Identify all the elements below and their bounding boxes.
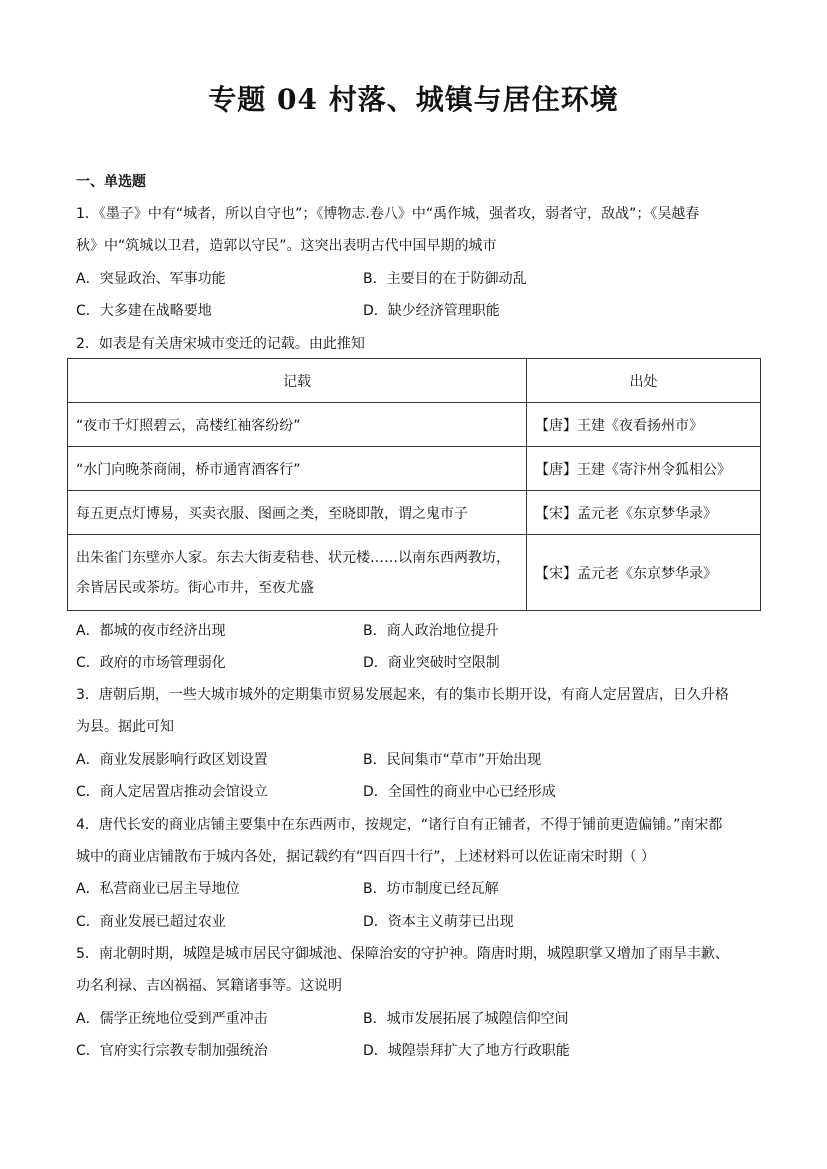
question-3-option-b[interactable]: B．民间集市“草市”开始出现 xyxy=(363,752,542,768)
table-cell-record xyxy=(68,535,527,611)
question-1-stem-line-1: 1．《墨子》中有“城者，所以自守也”；《博物志.卷八》中“禹作城，强者攻，弱者守，敌战”；《吴越春 xyxy=(76,206,700,222)
table-row xyxy=(68,491,761,535)
question-4-option-c[interactable]: C．商业发展已超过农业 xyxy=(76,914,226,930)
table-cell-source: 【宋】孟元老《东京梦华录》 xyxy=(527,491,761,535)
table-cell-source: 【唐】王建《夜看扬州市》 xyxy=(527,403,761,447)
question-1-option-a[interactable]: A．突显政治、军事功能 xyxy=(76,271,226,287)
table-cell-source: 【宋】孟元老《东京梦华录》 xyxy=(527,535,761,611)
question-2-stem: 2．如表是有关唐宋城市变迁的记载。由此推知 xyxy=(76,336,365,352)
question-5-option-b[interactable]: B．城市发展拓展了城隍信仰空间 xyxy=(363,1011,569,1027)
table-cell-record: 每五更点灯博易，买卖衣服、图画之类，至晓即散，谓之鬼市子 xyxy=(68,491,527,535)
records-table xyxy=(67,358,761,611)
question-3-stem-line-2: 为县。据此可知 xyxy=(76,719,174,735)
table-cell-record-line-2: 余皆居民或茶坊。街心市井，至夜尤盛 xyxy=(76,579,314,596)
question-2-option-b[interactable]: B．商人政治地位提升 xyxy=(363,623,499,639)
question-4-option-b[interactable]: B．坊市制度已经瓦解 xyxy=(363,881,499,897)
question-2-option-a[interactable]: A．都城的夜市经济出现 xyxy=(76,623,226,639)
table-cell-record-line-1: 出朱雀门东壁亦人家。东去大街麦秸巷、状元楼……以南东西两教坊， xyxy=(76,549,510,566)
question-4-option-d[interactable]: D．资本主义萌芽已出现 xyxy=(363,914,514,930)
table-cell-record: “水门向晚茶商闹，桥市通宵酒客行” xyxy=(68,447,527,491)
question-5-stem-line-2: 功名利禄、吉凶祸福、冥籍诸事等。这说明 xyxy=(76,978,342,994)
table-row xyxy=(68,447,761,491)
question-3-option-d[interactable]: D．全国性的商业中心已经形成 xyxy=(363,784,556,800)
table-row xyxy=(68,403,761,447)
table-row xyxy=(68,535,761,611)
question-4-stem-line-1: 4．唐代长安的商业店铺主要集中在东西两市，按规定，“诸行自有正铺者，不得于铺前更造偏铺。”南宋都 xyxy=(76,817,723,833)
page-title: 专题 04 村落、城镇与居住环境 xyxy=(208,83,619,116)
question-1-stem-line-2: 秋》中“筑城以卫君，造郭以守民”。这突出表明古代中国早期的城市 xyxy=(76,238,497,254)
table-cell-source: 【唐】王建《寄汴州令狐相公》 xyxy=(527,447,761,491)
question-4-stem-line-2: 城中的商业店铺散布于城内各处，据记载约有“四百四十行”，上述材料可以佐证南宋时期（ ） xyxy=(76,849,655,865)
question-2-option-d[interactable]: D．商业突破时空限制 xyxy=(363,655,500,671)
question-1-option-c[interactable]: C．大多建在战略要地 xyxy=(76,303,212,319)
question-1-option-d[interactable]: D．缺少经济管理职能 xyxy=(363,303,500,319)
question-1-option-b[interactable]: B．主要目的在于防御动乱 xyxy=(363,271,527,287)
question-5-stem-line-1: 5．南北朝时期，城隍是城市居民守御城池、保障治安的守护神。隋唐时期，城隍职掌又增加了雨旱丰歉、 xyxy=(76,946,729,962)
section-heading: 一、单选题 xyxy=(76,174,146,190)
question-3-stem-line-1: 3．唐朝后期，一些大城市城外的定期集市贸易发展起来，有的集市长期开设，有商人定居置店，日久升格 xyxy=(76,687,729,703)
table-header-row xyxy=(68,359,761,403)
question-3-option-a[interactable]: A．商业发展影响行政区划设置 xyxy=(76,752,268,768)
question-3-option-c[interactable]: C．商人定居置店推动会馆设立 xyxy=(76,784,268,800)
question-2-option-c[interactable]: C．政府的市场管理弱化 xyxy=(76,655,226,671)
question-5-option-d[interactable]: D．城隍崇拜扩大了地方行政职能 xyxy=(363,1043,570,1059)
question-5-option-a[interactable]: A．儒学正统地位受到严重冲击 xyxy=(76,1011,268,1027)
question-5-option-c[interactable]: C．官府实行宗教专制加强统治 xyxy=(76,1043,268,1059)
question-4-option-a[interactable]: A．私营商业已居主导地位 xyxy=(76,881,240,897)
table-cell-record: “夜市千灯照碧云，高楼红袖客纷纷” xyxy=(68,403,527,447)
table-header-record: 记载 xyxy=(68,359,527,403)
table-header-source: 出处 xyxy=(527,359,761,403)
